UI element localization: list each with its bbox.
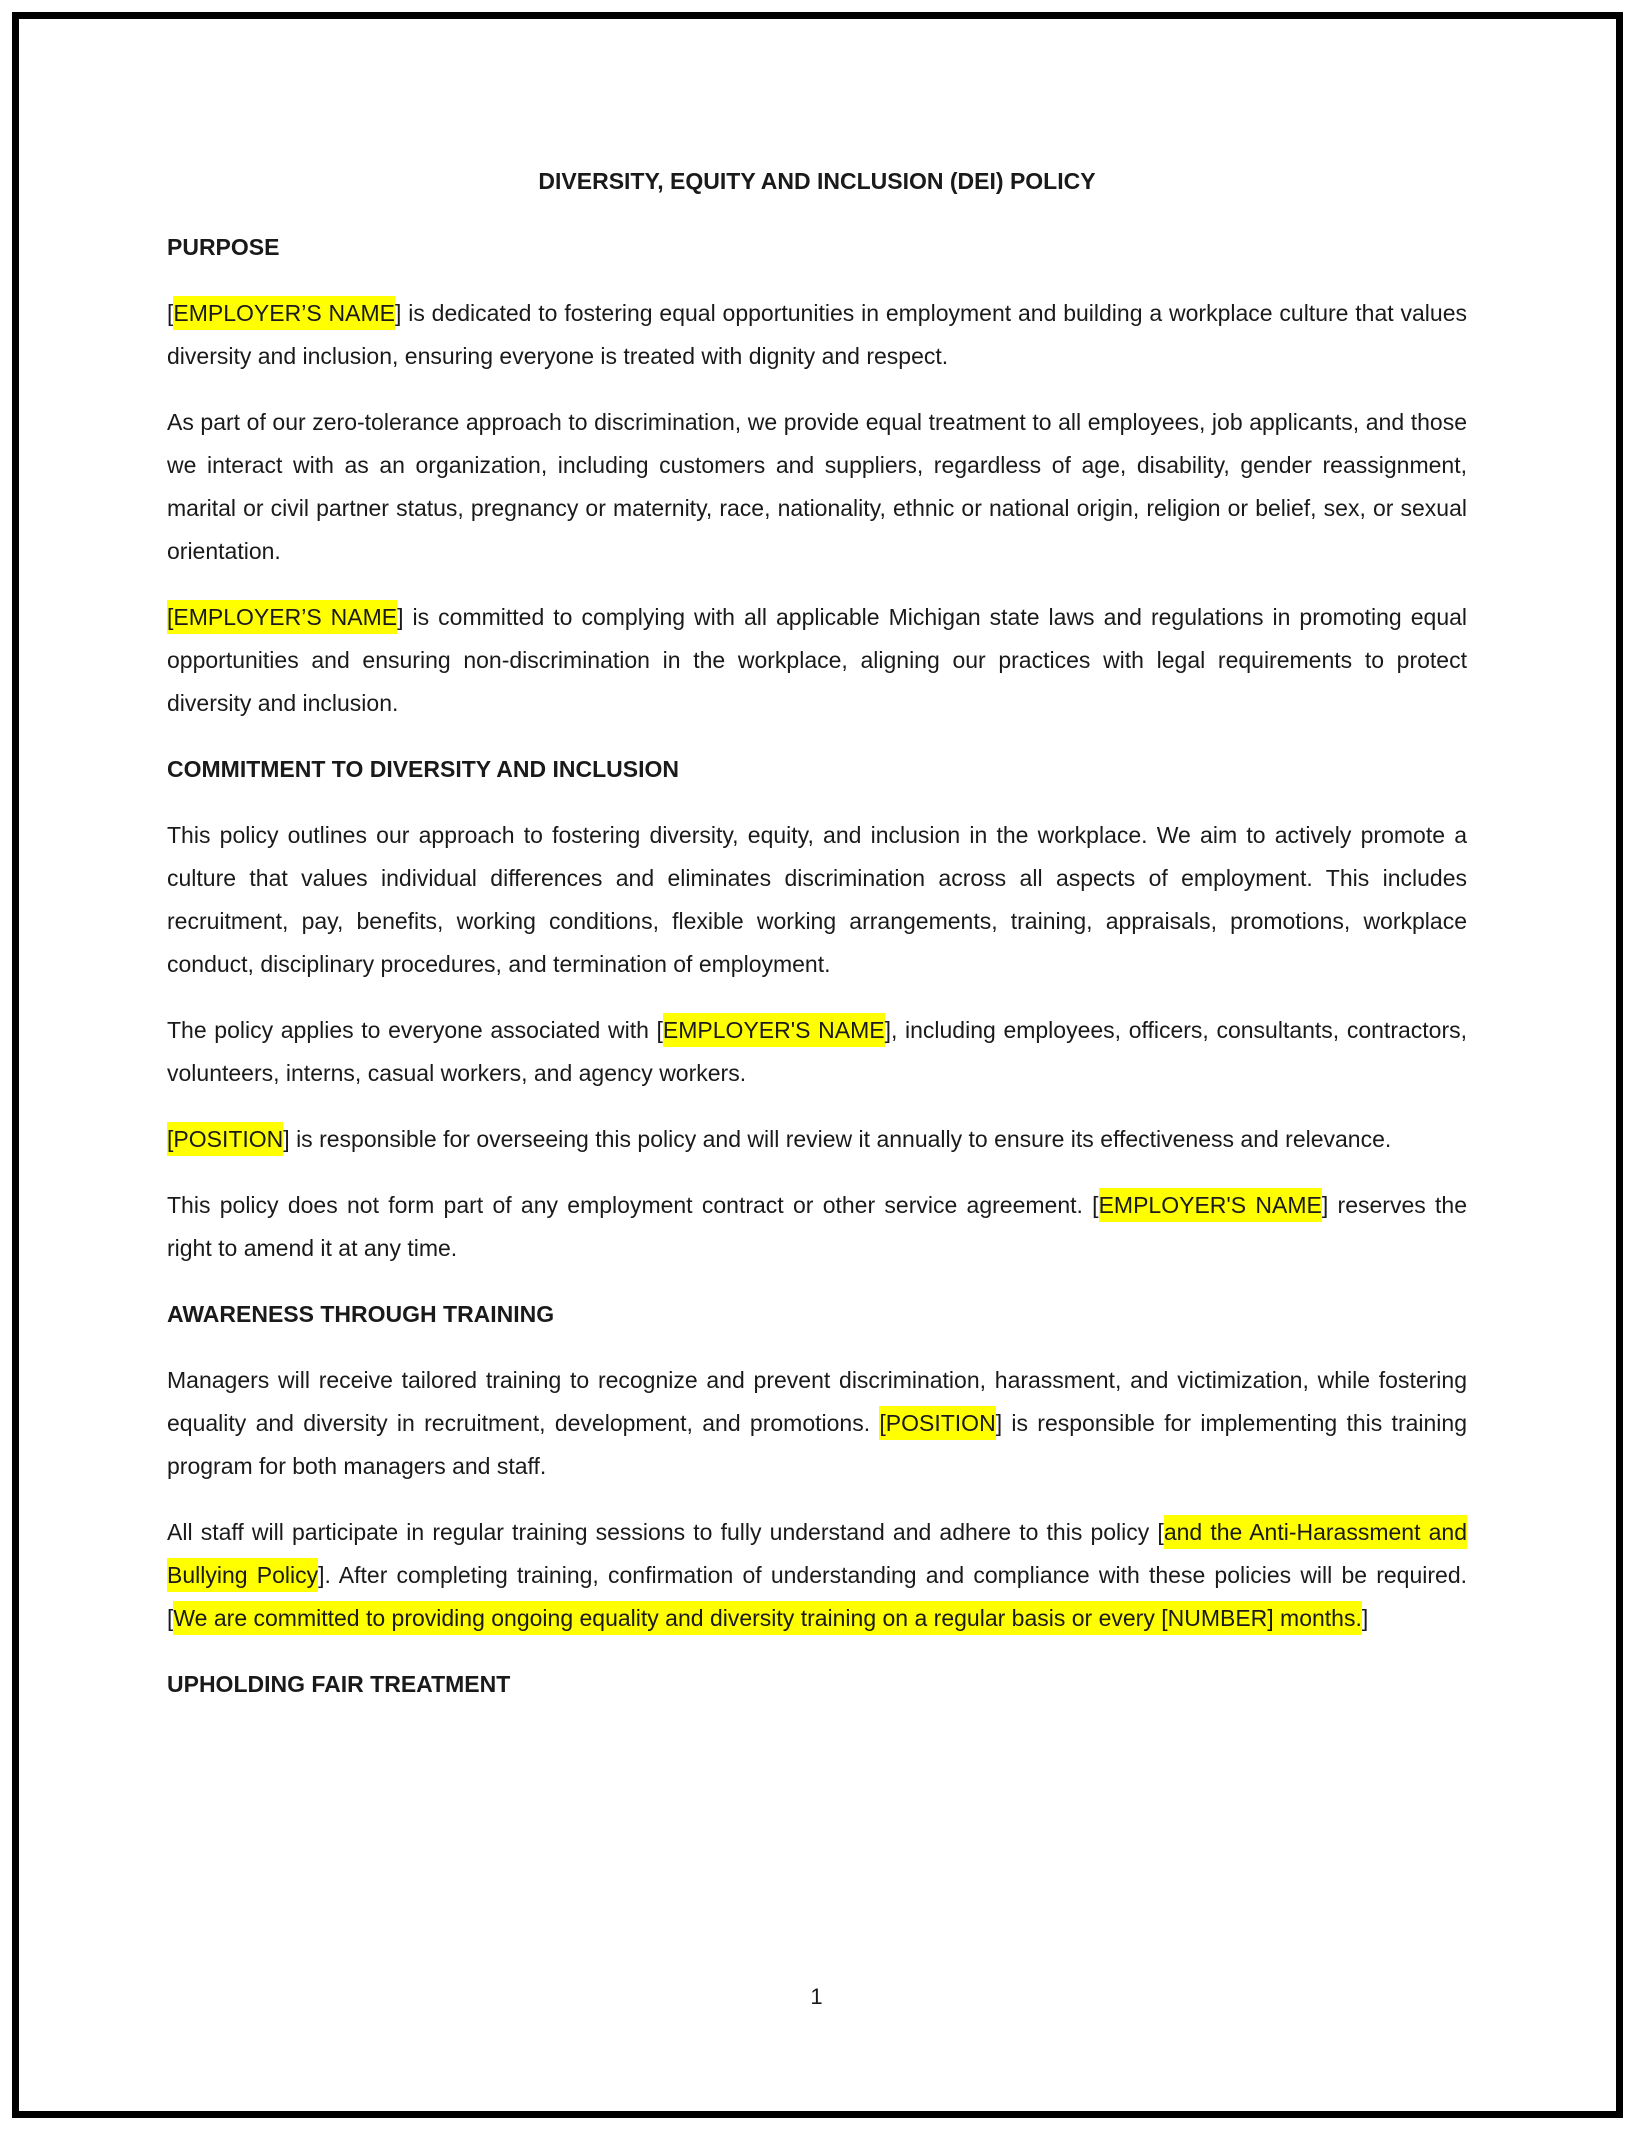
text-segment: ] is dedicated to fostering equal opportunities in employment and building a workplace culture that values diversity and inclusion, ensuring everyone is treated with dignity and respect. [167,300,1468,369]
document-body [167,226,1467,1706]
document-title: DIVERSITY, EQUITY AND INCLUSION (DEI) POLICY [538,168,1096,194]
text-segment: As part of our zero-tolerance approach to discrimination, we provide equal treatment to all employees, job applicants, and those we interact with as an organization, including customers and suppliers, regardless of age, disability, gender reassignment, marital or civil partner status, pregnancy or maternity, race, nationality, ethnic or national origin, religion or belief, sex, or sexual orientation. [167,409,1467,564]
section-heading: AWARENESS THROUGH TRAINING [167,1301,555,1327]
highlighted-text: [EMPLOYER’S NAME [167,600,397,634]
text-segment: Managers will receive tailored training to recognize and prevent discrimination, harassment, and victimization, while fostering equality and diversity in recruitment, development, and promotions. [167,1367,1467,1436]
paragraph [167,1359,1467,1488]
paragraph [167,1184,1467,1270]
text-segment: All staff will participate in regular training sessions to fully understand and adhere to this policy [ [167,1519,1164,1545]
text-segment: ] is responsible for implementing this training program for both managers and staff. [167,1410,1467,1479]
paragraph [167,1511,1467,1640]
highlighted-text: EMPLOYER'S NAME [663,1013,885,1047]
section-heading: UPHOLDING FAIR TREATMENT [167,1671,511,1697]
paragraph [167,814,1467,986]
document-content [167,160,1467,1729]
paragraph [167,401,1467,573]
highlighted-text: We are committed to providing ongoing equality and diversity training on a regular basis or every [NUMBER] months. [173,1601,1361,1635]
text-segment: [ [167,300,174,326]
text-segment: ] reserves the right to amend it at any time. [167,1192,1468,1261]
section-heading: COMMITMENT TO DIVERSITY AND INCLUSION [167,756,679,782]
paragraph [167,1118,1467,1161]
paragraph [167,1009,1467,1095]
section-heading: PURPOSE [167,234,280,260]
highlighted-text: EMPLOYER'S NAME [1099,1188,1322,1222]
highlighted-text: [POSITION [879,1406,995,1440]
text-segment: This policy does not form part of any employment contract or other service agreement. [ [167,1192,1099,1218]
text-segment: This policy outlines our approach to fostering diversity, equity, and inclusion in the workplace. We aim to actively promote a culture that values individual differences and eliminates discrimination across all aspects of employment. This includes recruitment, pay, benefits, working conditions, flexible working arrangements, training, appraisals, promotions, workplace conduct, disciplinary procedures, and termination of employment. [167,822,1467,977]
text-segment: ] is responsible for overseeing this policy and will review it annually to ensure its effectiveness and relevance. [283,1126,1392,1152]
page-number: 1 [810,1984,823,2009]
highlighted-text: EMPLOYER’S NAME [173,296,395,330]
text-segment: ] is committed to complying with all applicable Michigan state laws and regulations in promoting equal opportunities and ensuring non-discrimination in the workplace, aligning our practices with legal requirements to protect diversity and inclusion. [167,604,1468,716]
paragraph [167,596,1467,725]
text-segment: ] [1361,1605,1369,1631]
highlighted-text: and the Anti-Harassment and Bullying Policy [167,1515,1467,1592]
paragraph [167,292,1467,378]
text-segment: ]. After completing training, confirmation of understanding and compliance with these policies will be required. [ [167,1562,1467,1631]
highlighted-text: [POSITION [167,1122,283,1156]
text-segment: ], including employees, officers, consultants, contractors, volunteers, interns, casual workers, and agency workers. [167,1017,1468,1086]
text-segment: The policy applies to everyone associated with [ [167,1017,663,1043]
